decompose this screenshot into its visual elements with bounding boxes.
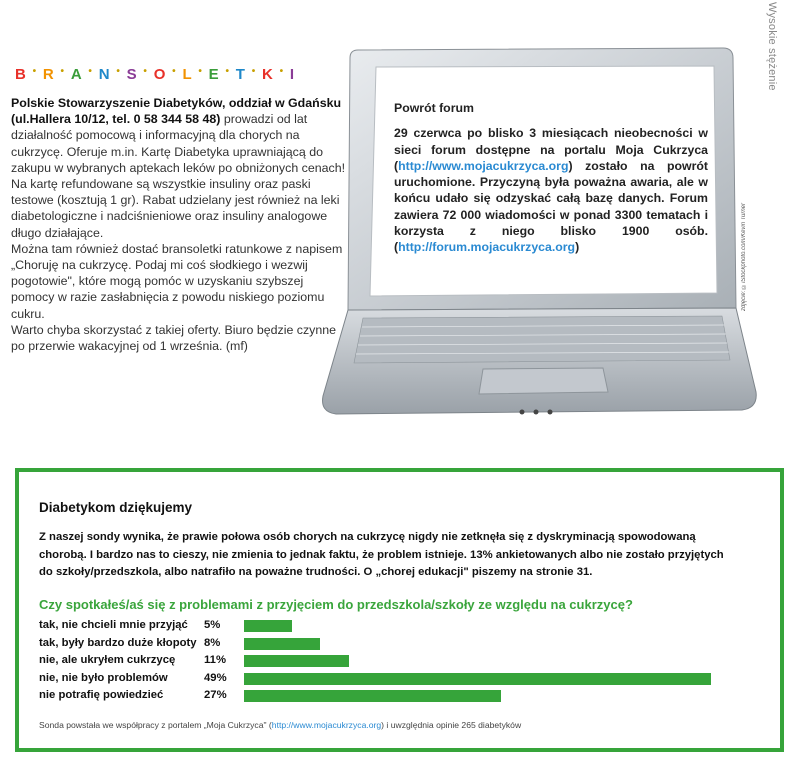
heading-dot: • xyxy=(113,66,123,77)
forum-text-1: 29 czerwca po blisko 3 miesiącach nieobecności w sieci forum dostępne na portalu Moja Cukrzyca ( xyxy=(394,126,708,173)
footnote-text-a: Sonda powstała we współpracy z portalem „Moja Cukrzyca" ( xyxy=(39,720,272,730)
heading-letter: R xyxy=(42,66,54,83)
forum-link-main[interactable]: http://www.mojacukrzyca.org xyxy=(398,158,569,173)
article-lead: Polskie Stowarzyszenie Diabetyków, oddział w Gdańsku (ul.Hallera 10/12, tel. 0 58 344 58 48) xyxy=(11,96,342,127)
survey-question: Czy spotkałeś/aś się z problemami z przyjęciem do przedszkola/szkoły ze względu na cukrzycę? xyxy=(39,597,633,612)
forum-link-forum[interactable]: http://forum.mojacukrzyca.org xyxy=(398,240,576,255)
article-text-1: prowadzi od lat działalność pomocową i informacyjną dla chorych na cukrzycę. Oferuje m.in. Kartę Diabetyka uprawniającą do zakupu w wybranych aptekach leków po obniżonych cenach! Na kartę refundowane są wszystkie insuliny oraz paski testowe (kosztują 1 gr). Rabat udzielany jest również na leki diabetologiczne i nadciśnieniowe oraz insuliny analogowe długo działające. xyxy=(11,112,346,240)
laptop-screen-text xyxy=(394,100,708,256)
heading-dot: • xyxy=(222,66,232,77)
article-bransoletki xyxy=(11,95,346,354)
heading-letter: I xyxy=(289,66,295,83)
heading-dot: • xyxy=(85,66,95,77)
survey-title: Diabetykom dziękujemy xyxy=(39,500,193,515)
survey-box xyxy=(15,468,784,752)
chart-bar xyxy=(244,638,320,650)
chart-value-label: 27% xyxy=(204,689,227,702)
heading-letter: T xyxy=(235,66,245,83)
chart-value-label: 49% xyxy=(204,671,227,684)
heading-dot: • xyxy=(29,66,39,77)
footnote-link[interactable]: http://www.mojacukrzyca.org xyxy=(271,720,382,730)
survey-footnote xyxy=(39,720,521,730)
heading-dot: • xyxy=(169,66,179,77)
chart-bar xyxy=(244,673,711,685)
section-heading-bransoletki xyxy=(15,66,294,83)
heading-letter: B xyxy=(15,66,26,83)
article-paragraph-2: Można tam również dostać bransoletki ratunkowe z napisem „Choruję na cukrzycę. Podaj mi coś słodkiego i wezwij pogotowie", które mogą pomóc w uzyskaniu szybszej pomocy w razie zasłabnięcia z powodu niskiego poziomu cukru. xyxy=(11,241,343,321)
heading-letter: K xyxy=(261,66,273,83)
heading-dot: • xyxy=(57,66,67,77)
article-paragraph-1 xyxy=(11,95,346,241)
chart-category-label: nie, ale ukryłem cukrzycę xyxy=(39,654,176,667)
heading-dot: • xyxy=(140,66,150,77)
forum-title: Powrót forum xyxy=(394,101,474,115)
heading-letter: O xyxy=(153,66,166,83)
heading-letter: L xyxy=(182,66,192,83)
chart-bar xyxy=(244,620,292,632)
forum-body xyxy=(394,125,708,255)
forum-text-2: ) zostało na powrót uruchomione. Przyczyną była poważna awaria, ale w końcu udało się odzyskać całą bazę danych. Forum zawiera 72 000 wiadomości w ponad 3300 tematach i korzysta z niego blisko 1900 osób. ( xyxy=(394,158,708,255)
chart-category-label: tak, nie chcieli mnie przyjąć xyxy=(39,619,188,631)
heading-dot: • xyxy=(276,66,286,77)
heading-letter: S xyxy=(126,66,137,83)
chart-value-label: 11% xyxy=(204,654,226,667)
side-credit: Wysokie stężenie xyxy=(766,2,778,91)
chart-value-label: 5% xyxy=(204,619,221,631)
chart-bar xyxy=(244,690,501,702)
heading-letter: A xyxy=(70,66,82,83)
survey-intro: Z naszej sondy wynika, że prawie połowa osób chorych na cukrzycę nigdy nie zetknęła się z dyskryminacją spowodowaną chorobą. I bardzo nas to cieszy, nie zmienia to jednak faktu, że problem istnieje. 13% ankietowanych albo nie zostało przyjętych do szkoły/przedszkola, albo natrafiło na poważne trudności. O „chorej edukacji" piszemy na stronie 31. xyxy=(39,531,724,578)
heading-letter: N xyxy=(98,66,110,83)
chart-category-label: nie, nie było problemów xyxy=(39,671,168,684)
heading-dot: • xyxy=(195,66,205,77)
chart-category-label: tak, były bardzo duże kłopoty xyxy=(39,636,197,649)
heading-dot: • xyxy=(248,66,258,77)
chart-bar xyxy=(244,655,349,667)
forum-text-3: ) xyxy=(575,240,580,255)
article-paragraph-3: Warto chyba skorzystać z takiej oferty. Biuro będzie czynne po przerwie wakacyjnej od 1 września. (mf) xyxy=(11,322,337,354)
chart-category-label: nie potrafię powiedzieć xyxy=(39,689,164,702)
footnote-text-b: ) i uwzględnia opinie 265 diabetyków xyxy=(381,720,522,730)
heading-letter: E xyxy=(208,66,219,83)
photo-credit: zdjęcie: ©iStockphoto.com/Kevin Turner xyxy=(741,203,747,311)
chart-value-label: 8% xyxy=(204,636,221,649)
